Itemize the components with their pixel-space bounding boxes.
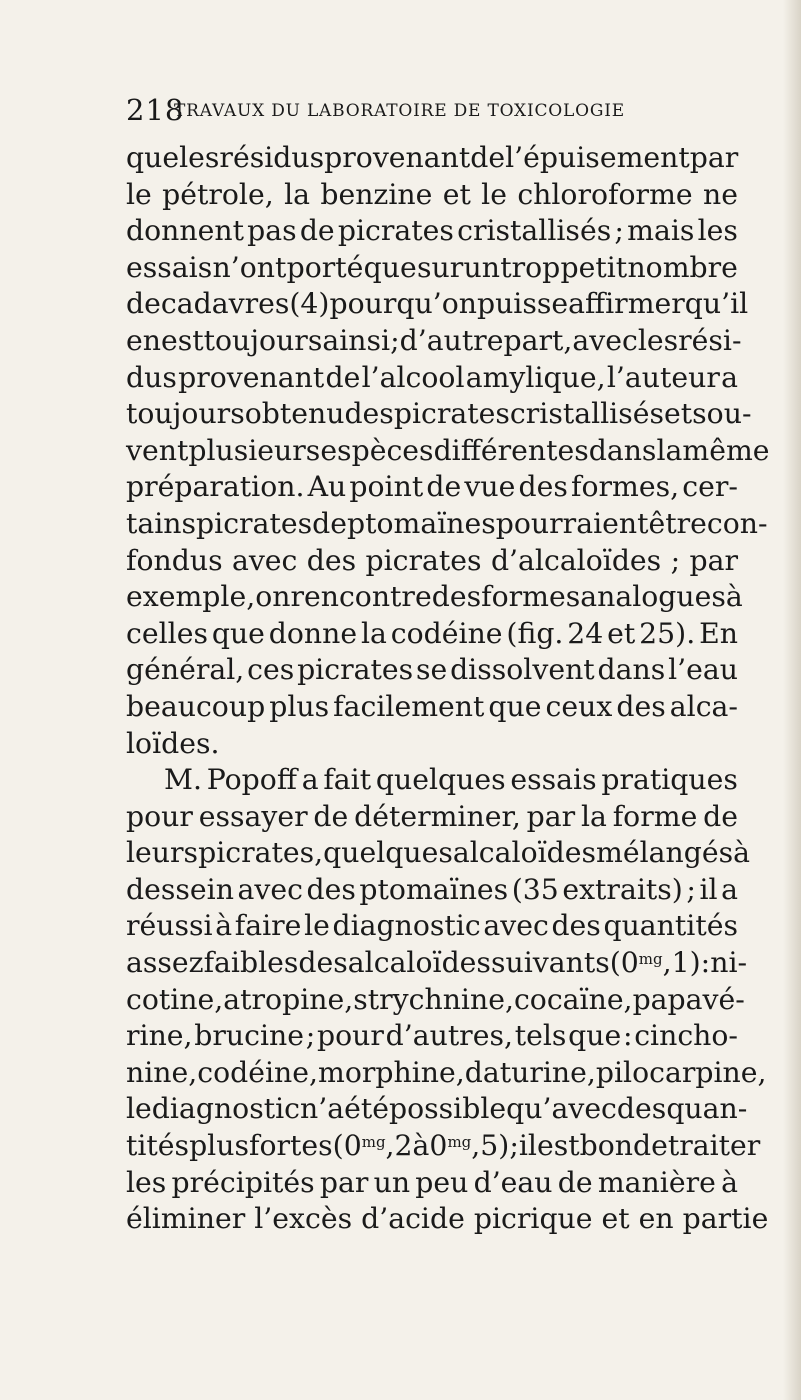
text-word: de xyxy=(703,799,738,833)
text-word: à xyxy=(721,1165,738,1199)
text-word: nine, xyxy=(126,1055,198,1089)
text-word: général, xyxy=(126,653,245,687)
text-word: picrates xyxy=(365,543,482,577)
text-word: brucine xyxy=(194,1019,304,1053)
text-word: par xyxy=(689,141,739,174)
text-word: avec xyxy=(231,543,298,577)
text-word: extraits) xyxy=(562,872,683,906)
text-word: pratiques xyxy=(601,763,738,797)
text-word: dissolvent xyxy=(450,653,595,687)
text-word: a xyxy=(721,872,738,906)
text-word: a xyxy=(721,360,738,394)
text-word: plus xyxy=(189,1129,249,1163)
text-word: : xyxy=(700,946,711,980)
text-word: en xyxy=(638,1202,674,1236)
text-word: qu’avec xyxy=(506,1092,617,1126)
text-word: des xyxy=(298,946,348,980)
text-word: celles xyxy=(126,616,208,650)
text-word: d’autres, xyxy=(385,1019,513,1053)
unit-superscript: mg xyxy=(447,1133,472,1152)
text-word: ; xyxy=(390,323,400,357)
text-word: morphine, xyxy=(318,1055,465,1089)
text-word: on xyxy=(255,580,291,614)
text-word: des xyxy=(616,1092,667,1126)
text-word: donnent xyxy=(126,214,244,248)
text-word: par xyxy=(319,1165,369,1199)
text-word: déterminer, xyxy=(354,799,521,833)
text-word: petit xyxy=(560,250,628,284)
text-word: papavé- xyxy=(632,982,745,1016)
text-word: à xyxy=(733,836,751,870)
text-word: il xyxy=(699,872,718,906)
text-word: des xyxy=(551,909,601,943)
text-word: suivants xyxy=(490,946,610,980)
text-word: éliminer xyxy=(126,1202,246,1236)
text-word: ainsi xyxy=(322,323,391,357)
text-line xyxy=(126,1165,738,1202)
text-word: alca- xyxy=(669,689,738,723)
text-word: la xyxy=(656,433,683,467)
text-word: espèces xyxy=(320,433,434,467)
text-word: de xyxy=(299,214,335,248)
text-word: avec xyxy=(483,909,549,943)
unit-superscript: mg xyxy=(638,950,663,969)
text-word: n’ont xyxy=(212,250,287,284)
text-word: leurs xyxy=(126,836,199,870)
text-word: les xyxy=(179,141,220,174)
text-line xyxy=(126,396,752,433)
text-word: cotine, xyxy=(126,982,224,1016)
text-word: quelques xyxy=(375,763,506,797)
page-number: 218 xyxy=(126,93,185,127)
running-head: TRAVAUX DU LABORATOIRE DE TOXICOLOGIE xyxy=(174,101,625,121)
text-word: provenant xyxy=(324,141,471,174)
text-word: a xyxy=(301,763,319,797)
text-word: ; xyxy=(614,214,624,248)
text-word: manière xyxy=(597,1165,716,1199)
text-word: pourraient xyxy=(495,506,649,540)
text-word: la xyxy=(580,799,607,833)
text-word: vue xyxy=(464,470,516,504)
text-word: et xyxy=(607,616,636,650)
text-word: qu’on xyxy=(396,287,477,321)
text-line xyxy=(126,360,738,397)
text-word: de xyxy=(312,506,347,540)
text-word: analogues xyxy=(580,580,726,614)
text-line xyxy=(126,652,738,689)
text-word: obtenu xyxy=(244,397,345,431)
text-word: puisse xyxy=(476,287,569,321)
text-word: plusieurs xyxy=(188,433,321,467)
text-word: le xyxy=(126,1092,152,1126)
text-word: la xyxy=(361,616,387,650)
text-word: provenant xyxy=(178,360,325,394)
text-word: affirmer xyxy=(568,287,685,321)
text-word: faibles xyxy=(203,946,299,980)
text-word: diagnostic xyxy=(332,909,481,943)
text-line xyxy=(126,213,738,250)
text-word: de xyxy=(557,1165,593,1199)
text-word: et xyxy=(601,1202,630,1236)
text-word: les xyxy=(697,214,738,248)
text-word: 25). xyxy=(639,616,696,650)
text-line xyxy=(126,945,748,982)
text-word: $0^{mg},5$) xyxy=(429,1129,510,1163)
text-word: picrates xyxy=(393,397,510,431)
text-word: part, xyxy=(503,323,573,357)
text-word: que xyxy=(488,689,542,723)
text-word: cadavres xyxy=(160,287,290,321)
text-word: l’auteur xyxy=(606,360,720,394)
text-word: des xyxy=(306,872,356,906)
text-word: benzine xyxy=(320,177,433,211)
text-word: picrates, xyxy=(198,836,324,870)
text-word: qu’il xyxy=(684,287,749,321)
text-word: que xyxy=(568,1019,622,1053)
text-word: les xyxy=(637,323,679,357)
text-word: rine, xyxy=(126,1019,193,1053)
text-word: (35 xyxy=(511,872,559,906)
text-line xyxy=(126,1128,761,1165)
text-word: point xyxy=(349,470,424,504)
text-word: tains xyxy=(126,506,197,540)
text-word: facilement xyxy=(333,689,485,723)
text-word: pour xyxy=(316,1019,384,1053)
text-word: $(0^{mg},1)$ xyxy=(609,946,701,980)
text-word: En xyxy=(699,616,738,650)
text-word: nombre xyxy=(627,250,738,284)
body-text xyxy=(126,140,770,1238)
text-word: M. xyxy=(164,763,202,797)
text-word: et xyxy=(442,177,471,211)
text-word: quelques xyxy=(323,836,453,870)
text-line xyxy=(126,762,738,799)
text-word: l’eau xyxy=(668,653,738,687)
text-word: traiter xyxy=(667,1129,761,1163)
text-word: exemple, xyxy=(126,580,256,614)
text-word: bon xyxy=(579,1129,633,1163)
text-word: toujours xyxy=(126,397,245,431)
text-word: tités xyxy=(126,1129,190,1163)
text-word: picrates xyxy=(297,653,414,687)
text-word: que xyxy=(126,141,180,174)
text-word: de xyxy=(126,287,161,321)
text-word: fortes xyxy=(248,1129,333,1163)
text-word: mélangés xyxy=(596,836,734,870)
text-word: picrates xyxy=(196,506,313,540)
text-word: des xyxy=(306,543,357,577)
text-word: de xyxy=(470,141,506,174)
text-word: en xyxy=(126,323,161,357)
text-word: des xyxy=(344,397,394,431)
text-line xyxy=(126,250,738,287)
text-word: d’acide xyxy=(361,1202,465,1236)
text-word: dus xyxy=(126,360,177,394)
text-word: (fig. xyxy=(506,616,564,650)
text-word: il xyxy=(518,1129,537,1163)
text-word: faire xyxy=(234,909,302,943)
text-line xyxy=(126,579,743,616)
text-line xyxy=(126,1201,769,1238)
text-line xyxy=(126,835,751,872)
text-word: fondus xyxy=(126,543,223,577)
text-word: ces xyxy=(247,653,295,687)
text-word: codéine xyxy=(390,616,503,650)
text-word: l’alcool xyxy=(361,360,465,394)
text-word: d’alcaloïdes xyxy=(490,543,662,577)
text-line xyxy=(126,1091,748,1128)
text-word: la xyxy=(284,177,310,211)
text-word: beaucoup xyxy=(126,689,266,723)
text-word: le xyxy=(304,909,330,943)
text-word: sur xyxy=(416,250,464,284)
text-word: essayer xyxy=(198,799,308,833)
text-line xyxy=(126,286,749,323)
text-line xyxy=(126,872,738,909)
text-word: cocaïne, xyxy=(513,982,633,1016)
text-word: essais xyxy=(510,763,597,797)
text-word: par xyxy=(689,543,738,577)
text-line xyxy=(126,506,768,543)
text-word: pour xyxy=(329,287,397,321)
text-line xyxy=(126,908,738,945)
text-word: pas xyxy=(247,214,297,248)
text-word: d’autre xyxy=(399,323,504,357)
text-line xyxy=(126,433,770,470)
text-word: d’eau xyxy=(473,1165,553,1199)
text-word: par xyxy=(526,799,576,833)
text-word: atropine, xyxy=(223,982,354,1016)
unit-superscript: mg xyxy=(361,1133,386,1152)
text-word: le xyxy=(481,177,507,211)
text-word: de xyxy=(313,799,349,833)
text-word: picrique xyxy=(473,1202,593,1236)
text-word: est xyxy=(160,323,204,357)
text-word: plus xyxy=(269,689,330,723)
text-word: un xyxy=(463,250,500,284)
text-word: des xyxy=(616,689,666,723)
text-line xyxy=(126,689,738,726)
text-word: avec xyxy=(237,872,303,906)
text-word: été xyxy=(344,1092,389,1126)
text-word: formes, xyxy=(571,470,680,504)
text-word: que xyxy=(363,250,417,284)
text-line xyxy=(126,799,738,836)
text-word: amylique, xyxy=(465,360,606,394)
text-word: des xyxy=(431,580,482,614)
text-word: ; xyxy=(670,543,681,577)
text-word: pétrole, xyxy=(162,177,274,211)
text-word: à xyxy=(215,909,233,943)
text-line xyxy=(126,726,738,763)
text-word: chloroforme xyxy=(517,177,693,211)
text-word: alcaloïdes xyxy=(347,946,491,980)
text-word: ptomaïnes xyxy=(346,506,496,540)
text-word: diagnostic xyxy=(151,1092,300,1126)
text-word: forme xyxy=(612,799,698,833)
text-line xyxy=(126,982,745,1019)
text-word: ; xyxy=(509,1129,519,1163)
text-word: n’a xyxy=(300,1092,345,1126)
text-word: possible xyxy=(388,1092,507,1126)
text-word: assez xyxy=(126,946,204,980)
text-word: toujours xyxy=(203,323,323,357)
text-word: loïdes. xyxy=(126,726,220,760)
text-word: l’excès xyxy=(254,1202,353,1236)
text-line xyxy=(126,1018,738,1055)
text-word: 24 xyxy=(567,616,604,650)
text-word: ($0^{mg},2$ xyxy=(332,1129,413,1163)
text-word: formes xyxy=(481,580,581,614)
text-word: même xyxy=(682,433,770,467)
text-word: dessein xyxy=(126,872,234,906)
text-word: le xyxy=(126,177,152,211)
page-edge-shadow xyxy=(783,0,801,1400)
text-line xyxy=(126,177,738,214)
text-word: et xyxy=(664,397,693,431)
text-word: picrates xyxy=(337,214,454,248)
text-word: l’épuisement xyxy=(505,141,690,174)
text-line xyxy=(126,1055,767,1092)
text-word: codéine, xyxy=(197,1055,319,1089)
text-word: de xyxy=(632,1129,668,1163)
text-word: peu xyxy=(415,1165,469,1199)
text-word: cristallisés xyxy=(509,397,665,431)
text-word: des xyxy=(518,470,568,504)
text-word: un xyxy=(373,1165,411,1199)
text-word: daturine, xyxy=(464,1055,596,1089)
text-word: ptomaïnes xyxy=(359,872,509,906)
page-header xyxy=(126,95,746,125)
text-word: porté xyxy=(286,250,364,284)
text-line xyxy=(126,140,738,177)
text-word: cristallisés xyxy=(457,214,612,248)
text-word: strychnine, xyxy=(353,982,514,1016)
text-word: cer- xyxy=(682,470,738,504)
text-word: pilocarpine, xyxy=(595,1055,767,1089)
text-word: rencontre xyxy=(290,580,432,614)
text-word: sou- xyxy=(692,397,752,431)
text-word: (4) xyxy=(289,287,330,321)
text-word: tels xyxy=(514,1019,567,1053)
text-line xyxy=(126,323,742,360)
text-word: dans xyxy=(597,653,666,687)
text-word: ; xyxy=(305,1019,316,1053)
text-word: donne xyxy=(268,616,358,650)
text-word: pour xyxy=(126,799,193,833)
text-word: résidus xyxy=(219,141,325,174)
text-word: différentes xyxy=(433,433,589,467)
text-word: se xyxy=(415,653,448,687)
text-word: quan- xyxy=(666,1092,748,1126)
text-line xyxy=(126,469,738,506)
text-line xyxy=(126,543,738,580)
text-line xyxy=(126,616,738,653)
text-word: alcaloïdes xyxy=(452,836,597,870)
text-word: précipités xyxy=(171,1165,315,1199)
text-word: ne xyxy=(703,177,738,211)
text-word: ni- xyxy=(710,946,748,980)
text-word: : xyxy=(622,1019,633,1053)
text-word: trop xyxy=(500,250,561,284)
text-word: de xyxy=(426,470,462,504)
text-word: vent xyxy=(126,433,189,467)
text-word: que xyxy=(211,616,265,650)
text-word: est xyxy=(536,1129,580,1163)
text-word: Au xyxy=(307,470,347,504)
text-word: mais xyxy=(627,214,695,248)
text-word: cincho- xyxy=(634,1019,738,1053)
text-word: ; xyxy=(686,872,696,906)
text-word: con- xyxy=(706,506,768,540)
text-word: de xyxy=(325,360,361,394)
text-word: réussi xyxy=(126,909,213,943)
text-word: partie xyxy=(682,1202,769,1236)
text-word: fait xyxy=(323,763,372,797)
text-word: à xyxy=(412,1129,430,1163)
text-word: quantités xyxy=(603,909,738,943)
text-word: ceux xyxy=(545,689,613,723)
text-word: avec xyxy=(572,323,638,357)
text-word: à xyxy=(725,580,743,614)
text-word: les xyxy=(126,1165,167,1199)
text-word: rési- xyxy=(678,323,742,357)
text-word: être xyxy=(648,506,707,540)
text-word: dans xyxy=(588,433,657,467)
text-word: essais xyxy=(126,250,213,284)
text-word: préparation. xyxy=(126,470,305,504)
text-word: Popoff xyxy=(206,763,297,797)
